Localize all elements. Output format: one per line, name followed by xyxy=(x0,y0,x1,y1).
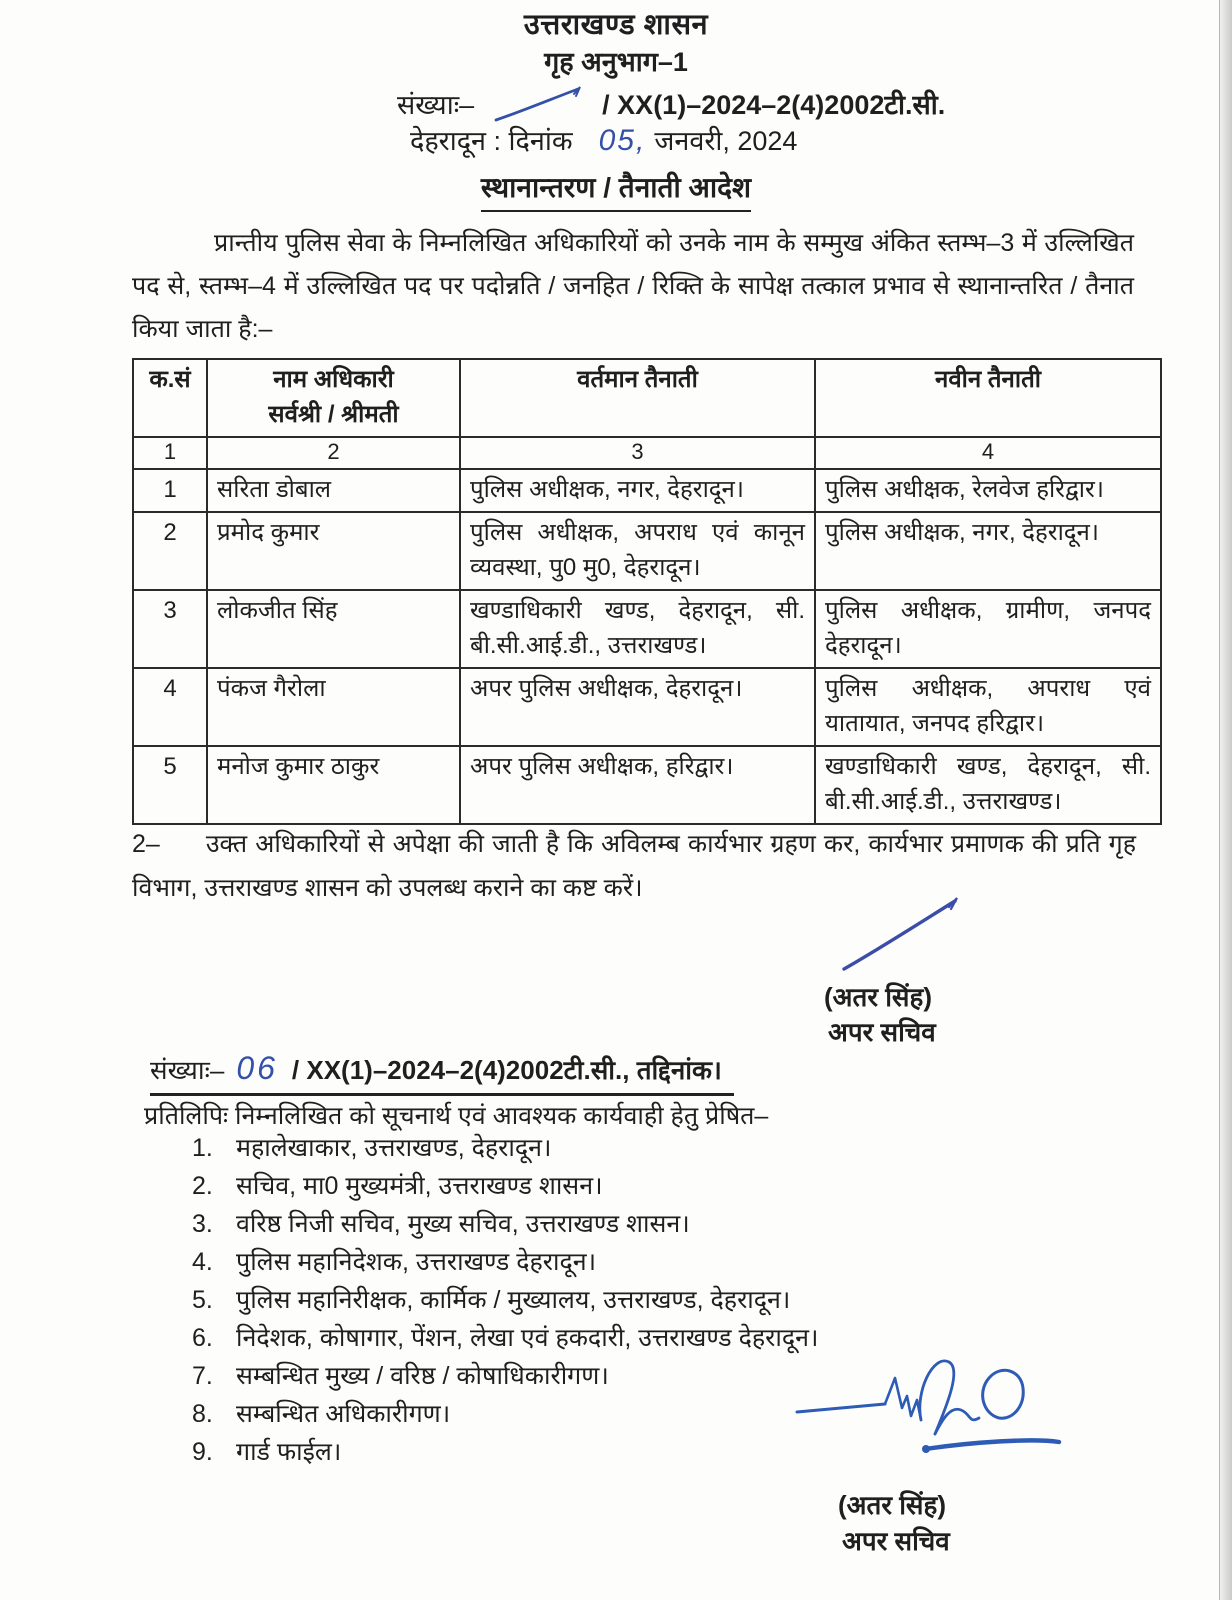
reference-label: संख्याः– xyxy=(150,1055,225,1085)
scan-edge-shadow xyxy=(1219,0,1232,1600)
closing-paragraph: 2– उक्त अधिकारियों से अपेक्षा की जाती है कि अविलम्ब कार्यभार ग्रहण कर, कार्यभार प्रमाणक की प्रति गृह विभाग, उत्तराखण्ड शासन को उपलब्ध कराने का कष्ट करें। xyxy=(132,830,1136,902)
list-item: 2. सचिव, मा0 मुख्यमंत्री, उत्तराखण्ड शासन। xyxy=(192,1172,603,1200)
new-posting: पुलिस अधीक्षक, रेलवेज हरिद्वार। xyxy=(815,469,1161,512)
reference-label: संख्याः– xyxy=(397,90,475,120)
signatory-name: (अतर सिंह) xyxy=(838,1490,946,1520)
list-item: 7. सम्बन्धित मुख्य / वरिष्ठ / कोषाधिकारीगण। xyxy=(192,1362,609,1390)
signature-stroke-icon xyxy=(836,893,964,975)
header-serial: क.सं xyxy=(133,359,207,437)
place-date-line xyxy=(410,121,797,158)
table-header-row xyxy=(133,359,1161,437)
signatory-name: (अतर सिंह) xyxy=(824,982,932,1012)
table-row: 2 प्रमोद कुमार पुलिस अधीक्षक, अपराध एवं कानून व्यवस्था, पु0 मु0, देहरादून। पुलिस अधीक्षक, नगर, देहरादून। xyxy=(133,512,1161,590)
current-posting: खण्डाधिकारी खण्ड, देहरादून, सी. बी.सी.आई.डी., उत्तराखण्ड। xyxy=(460,590,815,668)
new-posting: पुलिस अधीक्षक, ग्रामीण, जनपद देहरादून। xyxy=(815,590,1161,668)
date-month-year: जनवरी, 2024 xyxy=(654,126,798,156)
second-reference-line xyxy=(150,1050,734,1096)
transfer-posting-table xyxy=(132,358,1162,825)
officer-name: पंकज गैरोला xyxy=(207,668,460,746)
list-item: 3. वरिष्ठ निजी सचिव, मुख्य सचिव, उत्तराखण्ड शासन। xyxy=(192,1210,690,1238)
list-item: 1. महालेखाकार, उत्तराखण्ड, देहरादून। xyxy=(192,1134,552,1162)
table-row: 4 पंकज गैरोला अपर पुलिस अधीक्षक, देहरादून। पुलिस अधीक्षक, अपराध एवं यातायात, जनपद हरिद्वार। xyxy=(133,668,1161,746)
reference-number: / XX(1)–2024–2(4)2002टी.सी., तद्दिनांक। xyxy=(291,1055,722,1085)
current-posting: पुलिस अधीक्षक, नगर, देहरादून। xyxy=(460,469,815,512)
new-posting: पुलिस अधीक्षक, अपराध एवं यातायात, जनपद हरिद्वार। xyxy=(815,668,1161,746)
current-posting: अपर पुलिस अधीक्षक, देहरादून। xyxy=(460,668,815,746)
signature-scribble-icon xyxy=(793,1348,1065,1466)
list-item: 6. निदेशक, कोषागार, पेंशन, लेखा एवं हकदारी, उत्तराखण्ड देहरादून। xyxy=(192,1324,819,1352)
list-item: 5. पुलिस महानिरीक्षक, कार्मिक / मुख्यालय, उत्तराखण्ड, देहरादून। xyxy=(192,1286,791,1314)
list-item: 4. पुलिस महानिदेशक, उत्तराखण्ड देहरादून। xyxy=(192,1248,597,1276)
new-posting: खण्डाधिकारी खण्ड, देहरादून, सी. बी.सी.आई.डी., उत्तराखण्ड। xyxy=(815,746,1161,824)
list-item: 8. सम्बन्धित अधिकारीगण। xyxy=(192,1400,451,1428)
officer-name: लोकजीत सिंह xyxy=(207,590,460,668)
table-row: 5 मनोज कुमार ठाकुर अपर पुलिस अधीक्षक, हरिद्वार। खण्डाधिकारी खण्ड, देहरादून, सी. बी.सी.आई.डी., उत्तराखण्ड। xyxy=(133,746,1161,824)
paragraph-number: 2– xyxy=(132,830,160,858)
list-item: 9. गार्ड फाईल। xyxy=(192,1438,342,1466)
current-posting: पुलिस अधीक्षक, अपराध एवं कानून व्यवस्था, पु0 मु0, देहरादून। xyxy=(460,512,815,590)
header-current-posting: वर्तमान तैनाती xyxy=(460,359,815,437)
table-row: 1 सरिता डोबाल पुलिस अधीक्षक, नगर, देहरादून। पुलिस अधीक्षक, रेलवेज हरिद्वार। xyxy=(133,469,1161,512)
current-posting: अपर पुलिस अधीक्षक, हरिद्वार। xyxy=(460,746,815,824)
signatory-designation: अपर सचिव xyxy=(828,1017,936,1047)
officer-name: सरिता डोबाल xyxy=(207,469,460,512)
officer-name: मनोज कुमार ठाकुर xyxy=(207,746,460,824)
signatory-designation: अपर सचिव xyxy=(842,1526,950,1556)
header-new-posting: नवीन तैनाती xyxy=(815,359,1161,437)
government-name: उत्तराखण्ड शासन xyxy=(523,9,709,41)
place-date-label: देहरादून : दिनांक xyxy=(410,126,573,156)
copy-to-heading: प्रतिलिपिः निम्नलिखित को सूचनार्थ एवं आवश्यक कार्यवाही हेतु प्रेषित– xyxy=(144,1102,769,1130)
table-row: 3 लोकजीत सिंह खण्डाधिकारी खण्ड, देहरादून, सी. बी.सी.आई.डी., उत्तराखण्ड। पुलिस अधीक्षक, ग्रामीण, जनपद देहरादून। xyxy=(133,590,1161,668)
header-officer-name: नाम अधिकारी सर्वश्री / श्रीमती xyxy=(207,359,460,437)
handwritten-date: 05, xyxy=(598,124,647,157)
department-section: गृह अनुभाग–1 xyxy=(544,47,688,77)
handwritten-slash-mark xyxy=(492,84,588,124)
document-title: स्थानान्तरण / तैनाती आदेश xyxy=(0,168,1232,212)
reference-number-line xyxy=(397,84,945,124)
reference-number: / XX(1)–2024–2(4)2002टी.सी. xyxy=(602,90,946,120)
new-posting: पुलिस अधीक्षक, नगर, देहरादून। xyxy=(815,512,1161,590)
officer-name: प्रमोद कुमार xyxy=(207,512,460,590)
handwritten-number: 06 xyxy=(236,1050,278,1086)
column-number-row: 1 2 3 4 xyxy=(133,437,1161,469)
order-paragraph: प्रान्तीय पुलिस सेवा के निम्नलिखित अधिकारियों को उनके नाम के सम्मुख अंकित स्तम्भ–3 में उल्लिखित पद से, स्तम्भ–4 में उल्लिखित पद पर पदोन्नति / जनहित / रिक्ति के सापेक्ष तत्काल प्रभाव से स्थानान्तरित / तैनात किया जाता है:– xyxy=(132,229,1134,343)
